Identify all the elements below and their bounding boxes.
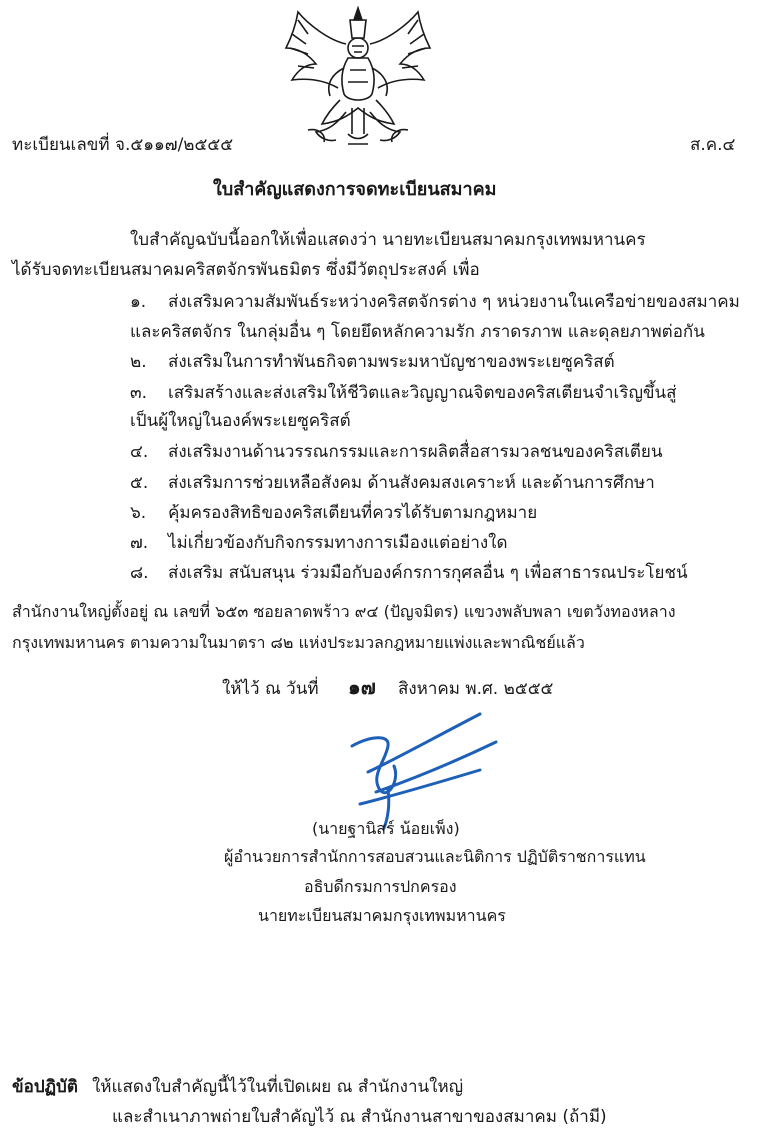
form-code: ส.ค.๔ xyxy=(690,135,736,155)
objective-text: ส่งเสริมในการทำพันธกิจตามพระมหาบัญชาของพระเยซูคริสต์ xyxy=(168,352,615,372)
objective-number: ๕. xyxy=(130,473,149,493)
objective-number: ๗. xyxy=(130,533,149,553)
signatory-title-1: ผู้อำนวยการสำนักการสอบสวนและนิติการ ปฏิบัติราชการแทน xyxy=(224,847,646,866)
signatory-title-2: อธิบดีกรมการปกครอง xyxy=(304,877,457,896)
objective-text: เสริมสร้างและส่งเสริมให้ชีวิตและวิญญาณจิตของคริสเตียนจำเริญขึ้นสู่ xyxy=(168,383,677,403)
objective-number: ๘. xyxy=(130,563,149,583)
objective-text: ส่งเสริม สนับสนุน ร่วมมือกับองค์กรการกุศลอื่น ๆ เพื่อสาธารณประโยชน์ xyxy=(168,563,688,583)
date-day: ๑๗ xyxy=(348,675,376,699)
footer-label: ข้อปฏิบัติ xyxy=(12,1077,78,1097)
signatory-name: (นายฐานิสร์ น้อยเพ็ง) xyxy=(312,819,460,838)
objective-text: ไม่เกี่ยวข้องกับกิจกรรมทางการเมืองแต่อย่างใด xyxy=(168,533,508,553)
registration-number: ทะเบียนเลขที่ จ.๕๑๑๗/๒๕๕๕ xyxy=(12,135,234,155)
footer-line-1: ให้แสดงใบสำคัญนี้ไว้ในที่เปิดเผย ณ สำนักงานใหญ่ xyxy=(92,1077,464,1097)
objective-text: ส่งเสริมความสัมพันธ์ระหว่างคริสตจักรต่าง ๆ หน่วยงานในเครือข่ายของสมาคม xyxy=(168,292,740,312)
intro-line-1: ใบสำคัญฉบับนี้ออกให้เพื่อแสดงว่า นายทะเบียนสมาคมกรุงเทพมหานคร xyxy=(130,230,646,250)
date-month-year: สิงหาคม พ.ศ. ๒๕๕๕ xyxy=(398,679,554,699)
garuda-emblem-icon xyxy=(268,4,448,150)
objective-number: ๓. xyxy=(130,383,148,403)
objective-text: คุ้มครองสิทธิของคริสเตียนที่ควรได้รับตามกฎหมาย xyxy=(168,503,538,523)
objective-text-cont: และคริสตจักร ในกลุ่มอื่น ๆ โดยยึดหลักความรัก ภราดรภาพ และดุลยภาพต่อกัน xyxy=(130,322,705,342)
objective-number: ๒. xyxy=(130,352,147,372)
office-address-line-2: กรุงเทพมหานคร ตามความในมาตรา ๘๒ แห่งประมวลกฎหมายแพ่งและพาณิชย์แล้ว xyxy=(12,633,585,652)
objective-text: ส่งเสริมงานด้านวรรณกรรมและการผลิตสื่อสารมวลชนของคริสเตียน xyxy=(168,442,663,462)
handwritten-signature xyxy=(330,700,510,830)
signatory-title-3: นายทะเบียนสมาคมกรุงเทพมหานคร xyxy=(258,906,506,925)
document-title: ใบสำคัญแสดงการจดทะเบียนสมาคม xyxy=(213,179,497,200)
objective-number: ๖. xyxy=(130,503,147,523)
objective-text: ส่งเสริมการช่วยเหลือสังคม ด้านสังคมสงเคราะห์ และด้านการศึกษา xyxy=(168,473,655,493)
date-prefix: ให้ไว้ ณ วันที่ xyxy=(222,679,319,699)
footer-line-2: และสำเนาภาพถ่ายใบสำคัญไว้ ณ สำนักงานสาขาของสมาคม (ถ้ามี) xyxy=(112,1107,607,1127)
objective-text-cont: เป็นผู้ใหญ่ในองค์พระเยซูคริสต์ xyxy=(130,411,351,431)
objective-number: ๔. xyxy=(130,442,149,462)
objective-number: ๑. xyxy=(130,292,147,312)
office-address-line-1: สำนักงานใหญ่ตั้งอยู่ ณ เลขที่ ๖๕๓ ซอยลาดพร้าว ๙๔ (ปัญจมิตร) แขวงพลับพลา เขตวังทองหลาง xyxy=(12,602,676,621)
intro-line-2: ได้รับจดทะเบียนสมาคมคริสตจักรพันธมิตร ซึ่งมีวัตถุประสงค์ เพื่อ xyxy=(12,260,480,280)
